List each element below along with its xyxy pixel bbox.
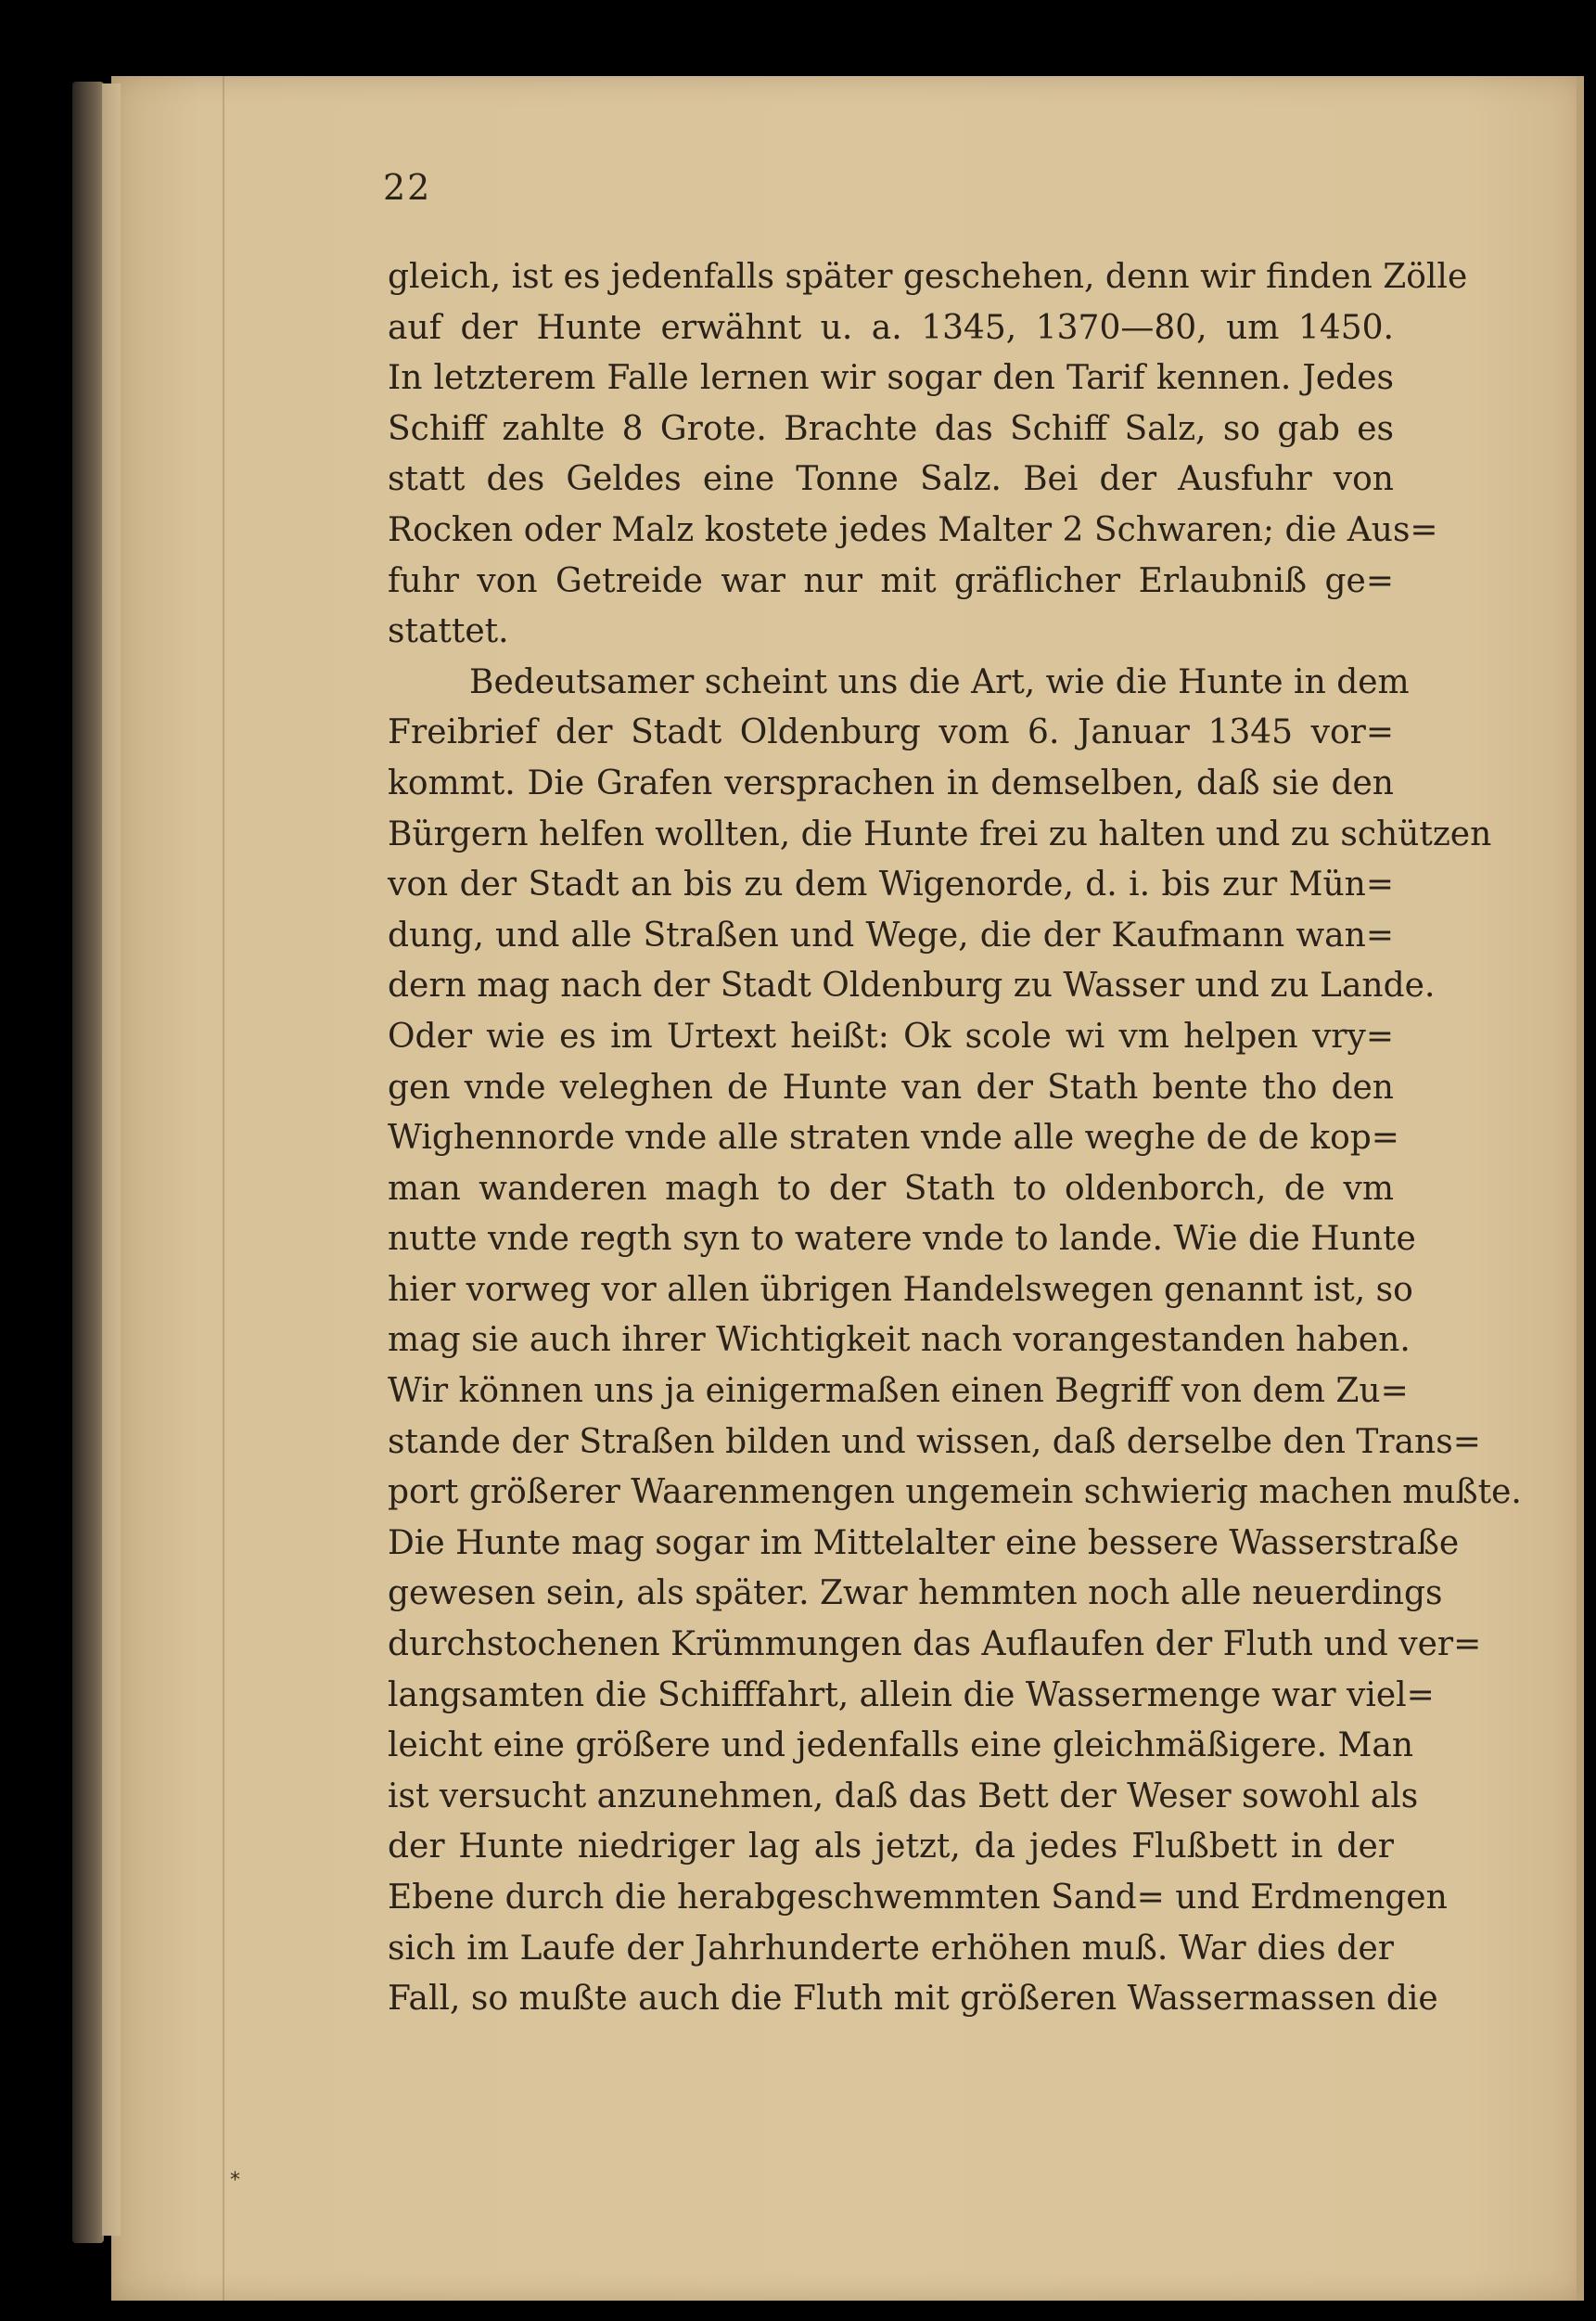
page-number: 22 (383, 167, 432, 208)
text-line: Wir können uns ja einigermaßen einen Begriff von dem Zu= (388, 1372, 1409, 1411)
text-line: gewesen sein, als später. Zwar hemmten noch alle neuerdings (388, 1574, 1443, 1613)
text-line: hier vorweg vor allen übrigen Handelswegen genannt ist, so (388, 1270, 1413, 1309)
text-line: kommt. Die Grafen versprachen in demselben, daß sie den (388, 763, 1394, 802)
text-line: auf der Hunte erwähnt u. a. 1345, 1370—80, um 1450. (388, 308, 1394, 347)
text-line: Rocken oder Malz kostete jedes Malter 2 Schwaren; die Aus= (388, 510, 1438, 549)
page-fold-line (223, 76, 224, 2301)
body-text (388, 252, 1522, 2025)
text-line: durchstochenen Krümmungen das Auflaufen der Fluth und ver= (388, 1625, 1482, 1664)
text-line: port größerer Waarenmengen ungemein schwierig machen mußte. (388, 1473, 1522, 1512)
text-line: Die Hunte mag sogar im Mittelalter eine bessere Wasserstraße (388, 1523, 1460, 1562)
text-line: dung, und alle Straßen und Wege, die der Kaufmann wan= (388, 916, 1394, 955)
text-line: der Hunte niedriger lag als jetzt, da jedes Flußbett in der (388, 1827, 1394, 1866)
binding-strip (102, 83, 121, 2236)
text-line: sich im Laufe der Jahrhunderte erhöhen muß. War dies der (388, 1929, 1394, 1968)
text-line: leicht eine größere und jedenfalls eine gleichmäßigere. Man (388, 1726, 1414, 1765)
text-line: von der Stadt an bis zu dem Wigenorde, d. i. bis zur Mün= (388, 866, 1394, 904)
text-line: gen vnde veleghen de Hunte van der Stath bente tho den (388, 1068, 1394, 1107)
margin-mark: * (230, 2169, 240, 2192)
text-line: Freibrief der Stadt Oldenburg vom 6. Januar 1345 vor= (388, 713, 1394, 752)
text-line: Schiff zahlte 8 Grote. Brachte das Schiff Salz, so gab es (388, 409, 1394, 448)
text-line: Oder wie es im Urtext heißt: Ok scole wi vm helpen vry= (388, 1017, 1394, 1056)
text-line: langsamten die Schifffahrt, allein die Wassermenge war viel= (388, 1675, 1435, 1714)
text-line: Wighennorde vnde alle straten vnde alle weghe de de kop= (388, 1119, 1399, 1158)
text-line: man wanderen magh to der Stath to oldenborch, de vm (388, 1169, 1394, 1208)
text-line: dern mag nach der Stadt Oldenburg zu Wasser und zu Lande. (388, 967, 1436, 1006)
text-line: statt des Geldes eine Tonne Salz. Bei der Ausfuhr von (388, 460, 1394, 499)
page-right-edge (1577, 76, 1584, 2301)
text-line: Bedeutsamer scheint uns die Art, wie die Hunte in dem (469, 662, 1410, 701)
text-line: Ebene durch die herabgeschwemmten Sand= und Erdmengen (388, 1879, 1448, 1917)
text-line: Fall, so mußte auch die Fluth mit größeren Wassermassen die (388, 1980, 1438, 2019)
text-line: In letzterem Falle lernen wir sogar den Tarif kennen. Jedes (388, 359, 1394, 398)
text-line: mag sie auch ihrer Wichtigkeit nach vorangestanden haben. (388, 1321, 1411, 1360)
text-line: fuhr von Getreide war nur mit gräflicher Erlaubniß ge= (388, 561, 1394, 600)
text-line: ist versucht anzunehmen, daß das Bett der Weser sowohl als (388, 1776, 1419, 1815)
text-line: Bürgern helfen wollten, die Hunte frei zu halten und zu schützen (388, 814, 1492, 853)
text-line: gleich, ist es jedenfalls später geschehen, denn wir finden Zölle (388, 258, 1468, 296)
text-line: nutte vnde regth syn to watere vnde to lande. Wie die Hunte (388, 1220, 1416, 1259)
book-spine (72, 82, 104, 2243)
text-line: stande der Straßen bilden und wissen, daß derselbe den Trans= (388, 1422, 1481, 1461)
text-line: stattet. (388, 612, 509, 651)
